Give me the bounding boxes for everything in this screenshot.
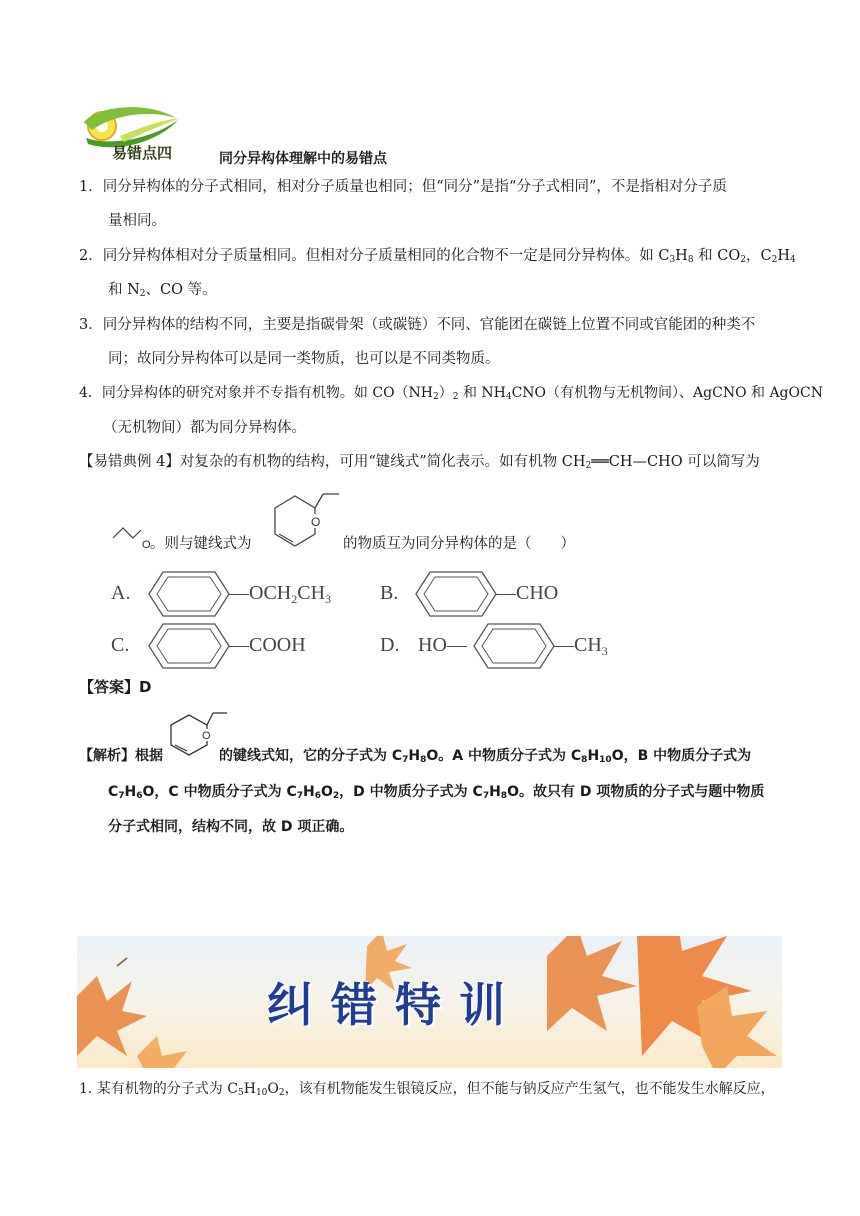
analysis-line-2: $C_7H_6O$，C 中物质分子式为 $C_7H_6O_2$，D 中物质分子式为 $C_7H_8O$。故只有 D 项物质的分子式与题中物质 [108, 784, 765, 801]
point-4-line-1: 4．同分异构体的研究对象并不专指有机物。如 $CO(NH_2)_2$ 和 $NH_4CNO$（有机物与无机物间）、AgCNO 和 AgOCN [79, 385, 823, 402]
acrolein-skeletal-icon [111, 520, 155, 552]
point-2-line-2: 和 $N_2$、CO 等。 [108, 282, 217, 299]
example-line-2a: 。则与键线式为 [150, 536, 252, 552]
svg-text:O: O [142, 539, 151, 551]
example-line-2b: 的物质互为同分异构体的是（ ） [343, 536, 575, 552]
swoosh-logo-icon [80, 100, 220, 166]
banner-title: 纠错特训 [267, 978, 523, 1032]
answer-value: D [139, 678, 152, 696]
point-3-line-1: 3．同分异构体的结构不同，主要是指碳骨架（或碳链）不同、官能团在碳链上位置不同或官能团的种类不 [79, 317, 756, 333]
example-label: 【易错典例 4】 [79, 454, 180, 470]
option-c-letter: C. [111, 634, 130, 656]
benzene-ring-d-icon [470, 620, 560, 672]
option-b-letter: B. [380, 582, 399, 604]
option-a-substituent: $—OCH_2CH_3$ [229, 582, 332, 606]
point-3-line-2: 同；故同分异构体可以是同一类物质，也可以是不同类物质。 [108, 351, 500, 367]
point-4-line-2: （无机物间）都为同分异构体。 [103, 420, 306, 436]
option-a-letter: A. [111, 582, 131, 604]
option-d-ho: HO— [418, 634, 467, 656]
svg-text:O: O [202, 730, 211, 742]
option-d-substituent: $—CH_3$ [554, 634, 608, 658]
option-c-substituent: —COOH [229, 634, 306, 656]
analysis-line-1: 【解析】根据 的键线式知，它的分子式为 $C_7H_8O$。A 中物质分子式为 $C_8H_{10}O$，B 中物质分子式为 [79, 748, 752, 765]
benzene-ring-c-icon [145, 620, 235, 672]
point-1-line-1: 1．同分异构体的分子式相同，相对分子质量也相同；但“同分”是指“分子式相同”，不是指相对分子质 [79, 179, 727, 195]
option-d-letter: D. [380, 634, 400, 656]
section-banner [77, 936, 782, 1068]
logo-text: 易错点四 [112, 144, 173, 162]
section-title: 同分异构体理解中的易错点 [219, 151, 387, 167]
section-logo [80, 100, 220, 166]
benzene-ring-b-icon [412, 568, 502, 620]
point-1-line-2: 量相同。 [108, 213, 166, 229]
svg-text:O: O [311, 515, 321, 529]
option-b-substituent: —CHO [496, 582, 559, 604]
analysis-line-3: 分子式相同，结构不同，故 D 项正确。 [108, 819, 354, 835]
exercise-line-1: 1. 某有机物的分子式为 $C_5H_{10}O_2$，该有机物能发生银镜反应，但不能与钠反应产生氢气，也不能发生水解反应， [79, 1081, 775, 1098]
pyran-structure-icon [265, 478, 340, 556]
answer-line: 【答案】D [79, 678, 152, 696]
point-2-line-1: 2．同分异构体相对分子质量相同。但相对分子质量相同的化合物不一定是同分异构体。如 $C_3H_8$ 和 $CO_2$，$C_2H_4$ [79, 248, 796, 265]
benzene-ring-a-icon [145, 568, 235, 620]
example-line-1: 【易错典例 4】对复杂的有机物的结构，可用“键线式”简化表示。如有机物 $CH_2══CH—CHO$ 可以简写为 [79, 454, 760, 471]
